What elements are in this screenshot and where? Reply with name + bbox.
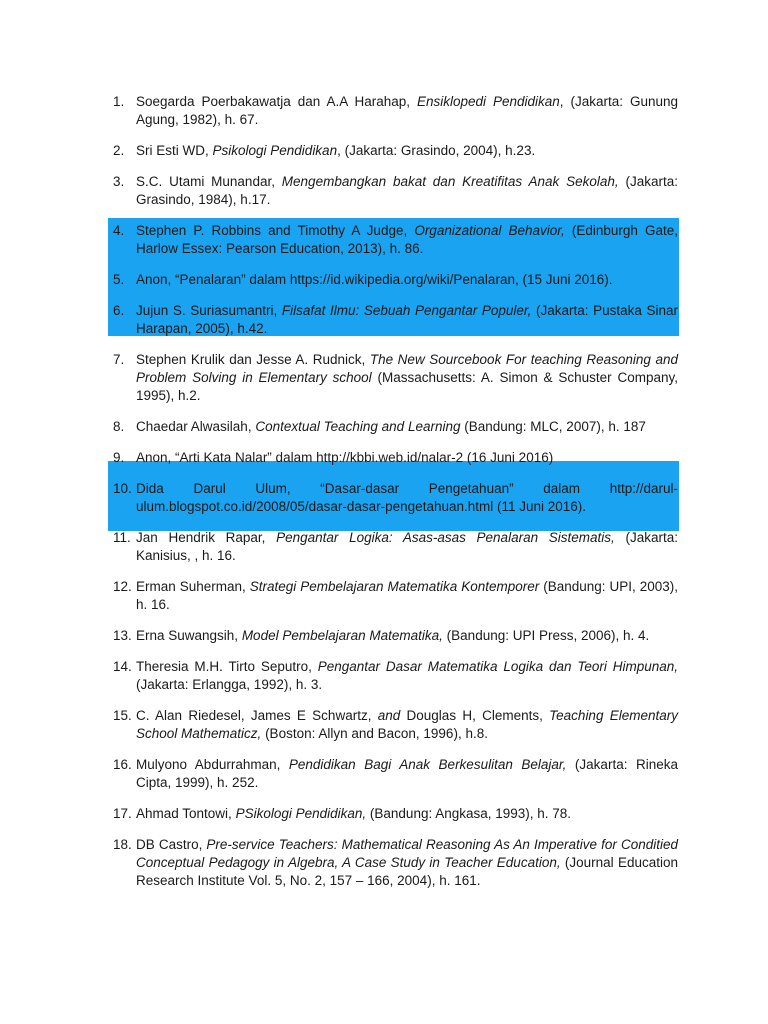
reference-item xyxy=(113,449,678,467)
reference-item xyxy=(113,302,678,338)
reference-text xyxy=(136,143,535,158)
reference-item xyxy=(113,222,678,258)
reference-text-segment: (Bandung: UPI Press, 2006), h. 4. xyxy=(442,628,650,643)
reference-text-segment: Douglas H, Clements, xyxy=(400,708,550,723)
reference-title-italic: Pre-service Teachers: Mathematical Reasoning As An Imperative for Conditied Conceptual Pedagogy in Algebra, A Case Study in Teacher Education, xyxy=(136,837,678,870)
reference-number: 7. xyxy=(113,352,125,367)
reference-item xyxy=(113,480,678,516)
reference-text xyxy=(136,94,678,127)
reference-text-segment: (Jakarta: Pustaka Sinar Harapan, 2005), h.42. xyxy=(136,303,679,336)
reference-text-segment: Erna Suwangsih, xyxy=(136,628,242,643)
reference-text-segment: , (Jakarta: Gunung Agung, 1982), h. 67. xyxy=(136,94,679,127)
reference-title-italic: Teaching Elementary School Mathematicz, xyxy=(136,708,679,741)
reference-item xyxy=(113,142,678,160)
reference-text-segment: Dida Darul Ulum, “Dasar-dasar Pengetahuan” dalam http://darul-ulum.blogspot.co.id/2008/05/dasar-dasar-pengetahuan.html (11 Juni 2016). xyxy=(136,481,678,514)
reference-item xyxy=(113,805,678,823)
reference-text-segment: Stephen P. Robbins and Timothy A Judge, xyxy=(136,223,415,238)
reference-number: 17. xyxy=(113,806,132,821)
reference-number: 5. xyxy=(113,272,125,287)
reference-text xyxy=(136,757,678,790)
reference-text-segment: Soegarda Poerbakawatja dan A.A Harahap, xyxy=(136,94,417,109)
reference-item xyxy=(113,756,678,792)
reference-item xyxy=(113,173,678,209)
reference-text xyxy=(136,481,678,514)
reference-text-segment: (Boston: Allyn and Bacon, 1996), h.8. xyxy=(261,726,488,741)
reference-text-segment: S.C. Utami Munandar, xyxy=(136,174,282,189)
reference-title-italic: Mengembangkan bakat dan Kreatifitas Anak Sekolah, xyxy=(281,174,619,189)
reference-text-segment: Mulyono Abdurrahman, xyxy=(136,757,289,772)
reference-item xyxy=(113,836,678,890)
reference-title-italic: Strategi Pembelajaran Matematika Kontemporer xyxy=(249,579,540,594)
reference-text xyxy=(136,579,678,612)
reference-text-segment: Stephen Krulik dan Jesse A. Rudnick, xyxy=(136,352,370,367)
reference-title-italic: Contextual Teaching and Learning xyxy=(255,419,461,434)
reference-title-italic: Ensiklopedi Pendidikan xyxy=(416,94,560,109)
reference-item xyxy=(113,529,678,565)
reference-text-segment: (Massachusetts: A. Simon & Schuster Company, 1995), h.2. xyxy=(136,370,679,403)
reference-number: 14. xyxy=(113,659,132,674)
reference-number: 9. xyxy=(113,450,125,465)
reference-text-segment: , (Jakarta: Grasindo, 2004), h.23. xyxy=(337,143,536,158)
reference-text xyxy=(136,223,678,256)
reference-number: 15. xyxy=(113,708,132,723)
reference-item xyxy=(113,93,678,129)
reference-number: 13. xyxy=(113,628,132,643)
reference-text xyxy=(136,352,678,403)
reference-text-segment: (Bandung: UPI, 2003), h. 16. xyxy=(136,579,678,612)
reference-item xyxy=(113,271,678,289)
reference-number: 10. xyxy=(113,481,132,496)
reference-text-segment: (Jakarta: Kanisius, , h. 16. xyxy=(136,530,678,563)
reference-text xyxy=(136,174,678,207)
reference-text xyxy=(136,708,678,741)
reference-title-italic: Filsafat Ilmu: Sebuah Pengantar Populer, xyxy=(281,303,532,318)
reference-text-segment: Theresia M.H. Tirto Seputro, xyxy=(136,659,318,674)
reference-title-italic: Pendidikan Bagi Anak Berkesulitan Belajar, xyxy=(288,757,567,772)
reference-text-segment: C. Alan Riedesel, James E Schwartz, xyxy=(136,708,378,723)
reference-text xyxy=(136,659,678,692)
reference-text-segment: Chaedar Alwasilah, xyxy=(136,419,256,434)
reference-text-segment: Anon, “Penalaran” dalam https://id.wikipedia.org/wiki/Penalaran, (15 Juni 2016). xyxy=(136,272,613,287)
reference-number: 8. xyxy=(113,419,125,434)
reference-text xyxy=(136,303,678,336)
reference-text xyxy=(136,419,646,434)
reference-text xyxy=(136,837,678,888)
reference-number: 4. xyxy=(113,223,125,238)
reference-text-segment: Sri Esti WD, xyxy=(136,143,213,158)
reference-text xyxy=(136,628,649,643)
reference-text-segment: Erman Suherman, xyxy=(136,579,250,594)
reference-item xyxy=(113,627,678,645)
reference-text-segment: Anon, “Arti Kata Nalar” dalam http://kbbi.web.id/nalar-2 (16 Juni 2016) xyxy=(136,450,554,465)
reference-text-segment: (Edinburgh Gate, Harlow Essex: Pearson Education, 2013), h. 86. xyxy=(136,223,678,256)
reference-text xyxy=(136,806,571,821)
reference-title-italic: Model Pembelajaran Matematika, xyxy=(241,628,443,643)
reference-number: 2. xyxy=(113,143,125,158)
reference-number: 1. xyxy=(113,94,125,109)
reference-item xyxy=(113,418,678,436)
reference-text xyxy=(136,450,553,465)
reference-text xyxy=(136,530,678,563)
reference-item xyxy=(113,707,678,743)
reference-text-segment: (Bandung: Angkasa, 1993), h. 78. xyxy=(366,806,572,821)
reference-text-segment: (Jakarta: Erlangga, 1992), h. 3. xyxy=(136,677,323,692)
reference-list xyxy=(113,93,678,903)
reference-text-segment: DB Castro, xyxy=(136,837,207,852)
reference-title-italic: Psikologi Pendidikan xyxy=(212,143,338,158)
reference-item xyxy=(113,658,678,694)
reference-number: 3. xyxy=(113,174,125,189)
reference-number: 18. xyxy=(113,837,132,852)
reference-number: 6. xyxy=(113,303,125,318)
reference-title-italic: Pengantar Logika: Asas-asas Penalaran Sistematis, xyxy=(276,530,615,545)
reference-title-italic: Pengantar Dasar Matematika Logika dan Teori Himpunan, xyxy=(317,659,679,674)
reference-number: 12. xyxy=(113,579,132,594)
reference-text-segment: Ahmad Tontowi, xyxy=(136,806,236,821)
reference-title-italic: The New Sourcebook For teaching Reasoning and Problem Solving in Elementary school xyxy=(136,352,678,385)
reference-text-segment: (Bandung: MLC, 2007), h. 187 xyxy=(460,419,646,434)
reference-text-segment: (Journal Education Research Institute Vol. 5, No. 2, 157 – 166, 2004), h. 161. xyxy=(136,855,678,888)
reference-title-italic: and xyxy=(377,708,401,723)
reference-text-segment: (Jakarta: Grasindo, 1984), h.17. xyxy=(136,174,678,207)
reference-title-italic: Organizational Behavior, xyxy=(414,223,565,238)
reference-title-italic: PSikologi Pendidikan, xyxy=(235,806,367,821)
reference-text-segment: Jujun S. Suriasumantri, xyxy=(136,303,282,318)
reference-text xyxy=(136,272,613,287)
reference-item xyxy=(113,351,678,405)
reference-item xyxy=(113,578,678,614)
reference-number: 16. xyxy=(113,757,132,772)
reference-number: 11. xyxy=(113,530,131,545)
reference-text-segment: (Jakarta: Rineka Cipta, 1999), h. 252. xyxy=(136,757,678,790)
reference-text-segment: Jan Hendrik Rapar, xyxy=(136,530,277,545)
